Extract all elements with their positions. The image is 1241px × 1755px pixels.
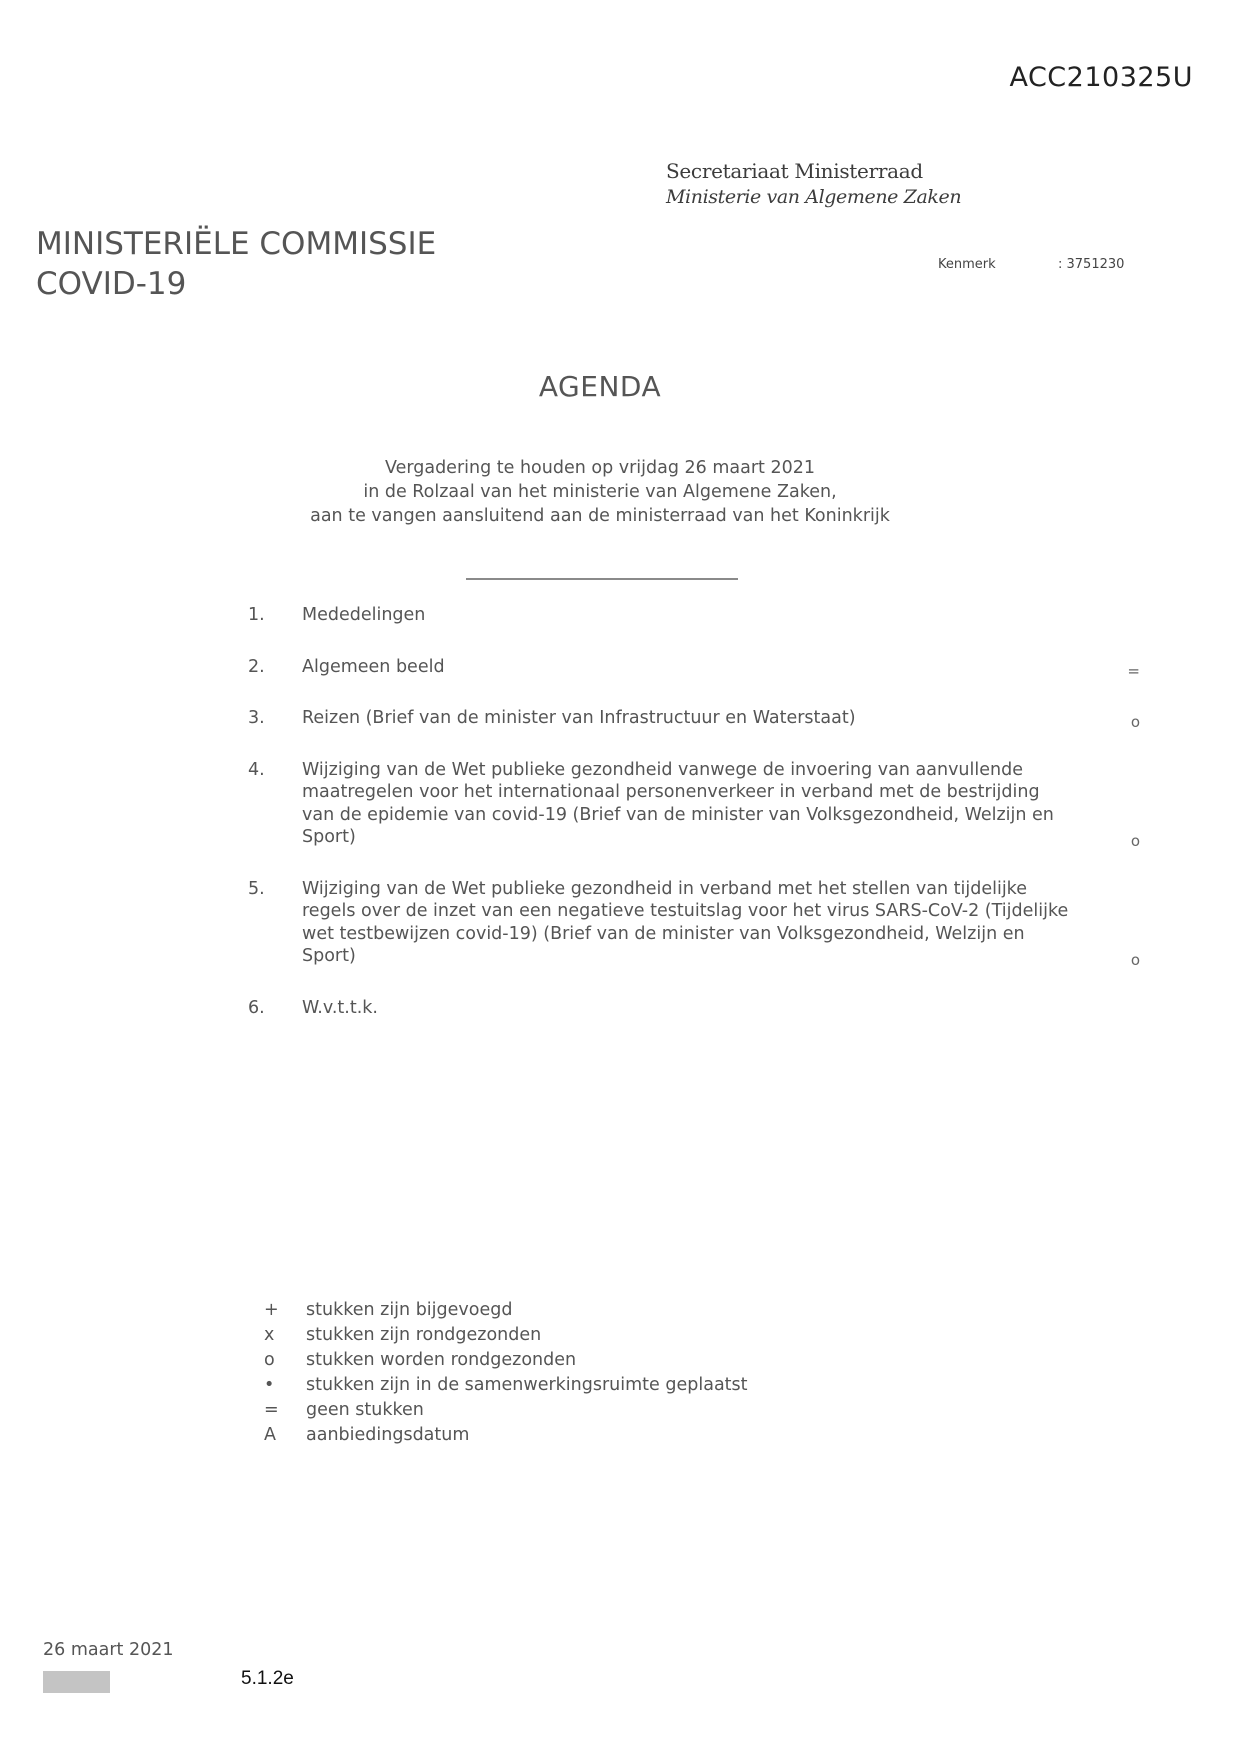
meeting-line-1: Vergadering te houden op vrijdag 26 maart 2021 xyxy=(384,458,816,478)
agenda-item-text: Mededelingen xyxy=(302,605,426,625)
legend-item xyxy=(264,1423,748,1448)
agenda-item xyxy=(248,878,1148,968)
meeting-line-3: aan te vangen aansluitend aan de ministerraad van het Koninkrijk xyxy=(310,506,890,526)
agenda-item-number: 6. xyxy=(248,997,265,1018)
agenda-item-text: Reizen (Brief van de minister van Infrastructuur en Waterstaat) xyxy=(302,708,856,728)
agenda-item xyxy=(248,604,1148,627)
legend-text: stukken zijn in de samenwerkingsruimte geplaatst xyxy=(306,1375,748,1395)
legend-item xyxy=(264,1373,748,1398)
legend-text: stukken zijn bijgevoegd xyxy=(306,1300,513,1320)
page-title: AGENDA xyxy=(538,370,662,403)
agenda-item xyxy=(248,707,1148,730)
meeting-line-2: in de Rolzaal van het ministerie van Algemene Zaken, xyxy=(363,482,837,502)
agenda-item-number: 2. xyxy=(248,656,265,677)
agenda-item-text: Wijziging van de Wet publieke gezondheid in verband met het stellen van tijdelijke regels over de inzet van een negatieve testuitslag voor het virus SARS-CoV-2 (Tijdelijke wet testbewijzen covid-19) (Brief van de minister van Volksgezondheid, Welzijn en Sport) xyxy=(302,878,1069,966)
committee-name xyxy=(36,224,436,304)
agenda-list xyxy=(248,604,1148,1048)
meeting-details xyxy=(0,456,1200,528)
reference-number xyxy=(938,257,1124,272)
agenda-item-text: Wijziging van de Wet publieke gezondheid vanwege de invoering van aanvullende maatregelen voor het internationaal personenverkeer in verband met de bestrijding van de epidemie van covid-19 (Brief van de minister van Volksgezondheid, Welzijn en Sport) xyxy=(302,759,1054,847)
reference-label: Kenmerk xyxy=(938,257,996,272)
redaction-block xyxy=(43,1671,110,1693)
agenda-item-text: W.v.t.t.k. xyxy=(302,997,378,1018)
legend-item xyxy=(264,1298,748,1323)
agenda-item-text: Algemeen beeld xyxy=(302,656,445,677)
agenda-item xyxy=(248,997,1148,1020)
agenda-item-number: 4. xyxy=(248,759,265,780)
agenda-item-marker: o xyxy=(1130,832,1140,850)
equals-icon: = xyxy=(264,1400,279,1420)
committee-name-line1: MINISTERIËLE COMMISSIE xyxy=(36,226,437,262)
letterhead-ministry: Ministerie van Algemene Zaken xyxy=(666,186,962,208)
letterhead xyxy=(666,158,961,210)
legend-item xyxy=(264,1398,748,1423)
agenda-item-number: 1. xyxy=(248,605,265,625)
letter-a-icon: A xyxy=(264,1425,276,1445)
letterhead-organization: Secretariaat Ministerraad xyxy=(666,159,923,183)
legend-item xyxy=(264,1323,748,1348)
legend-text: aanbiedingsdatum xyxy=(306,1425,470,1445)
agenda-item-number: 5. xyxy=(248,878,265,899)
committee-name-line2: COVID-19 xyxy=(36,266,187,302)
agenda-item-marker: o xyxy=(1130,951,1140,969)
circle-icon: o xyxy=(264,1350,275,1370)
legend xyxy=(264,1298,748,1448)
legend-text: stukken zijn rondgezonden xyxy=(306,1325,542,1345)
agenda-item-number: 3. xyxy=(248,708,265,728)
x-icon: x xyxy=(264,1325,275,1345)
bullet-icon: • xyxy=(264,1375,275,1395)
redaction-code: 5.1.2e xyxy=(241,1668,294,1689)
divider xyxy=(466,578,738,580)
plus-icon: + xyxy=(264,1300,279,1320)
reference-value: : 3751230 xyxy=(1058,257,1125,272)
agenda-item-marker: = xyxy=(1127,661,1140,680)
legend-text: stukken worden rondgezonden xyxy=(306,1350,577,1370)
agenda-item-marker: o xyxy=(1130,713,1140,731)
legend-text: geen stukken xyxy=(306,1400,424,1420)
footer-date: 26 maart 2021 xyxy=(43,1640,174,1660)
legend-item xyxy=(264,1348,748,1373)
document-code: ACC210325U xyxy=(1009,62,1193,93)
agenda-item xyxy=(248,656,1148,679)
agenda-item xyxy=(248,759,1148,849)
